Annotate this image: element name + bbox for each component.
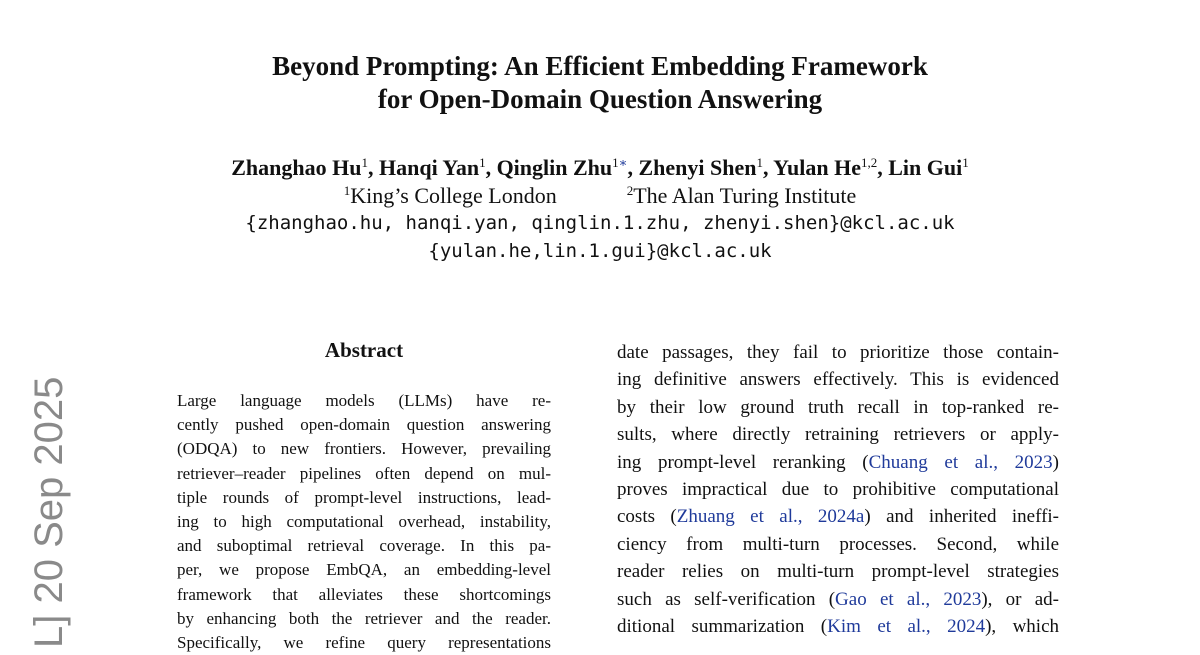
author-name: Qinglin Zhu [496, 155, 613, 180]
body-line: date passages, they fail to prioritize those contain- [617, 342, 1059, 363]
author-affil-mark: 1,2 [861, 155, 878, 170]
arxiv-side-stamp: L] 20 Sep 2025 [27, 376, 71, 648]
title-line: Beyond Prompting: An Efficient Embedding Framework [272, 51, 928, 81]
author-email: {zhanghao.hu, hanqi.yan, qinglin.1.zhu, zhenyi.shen}@kcl.ac.uk [245, 212, 955, 234]
text-fragment: ) and inherited ineffi- [864, 506, 1059, 528]
body-line [617, 586, 1059, 613]
abstract-line: by enhancing both the retriever and the reader. [177, 608, 551, 628]
author-email: {yulan.he,lin.1.gui}@kcl.ac.uk [428, 240, 772, 262]
author-affil-mark: 1 [756, 155, 763, 170]
paper-title [0, 50, 1200, 116]
text-fragment: ing prompt-level reranking ( [617, 451, 869, 473]
text-fragment: ), or ad- [981, 588, 1060, 610]
author-name: Zhanghao Hu [231, 155, 362, 180]
abstract-line: framework that alleviates these shortcomings [177, 584, 551, 604]
author-affil-mark: 1 [962, 155, 969, 170]
affiliations [0, 183, 1200, 209]
body-line: sults, where directly retraining retrievers or apply- [617, 424, 1059, 446]
affiliation-mark: 1 [343, 183, 351, 198]
affiliation-name: King’s College London [350, 183, 557, 208]
author-name: Hanqi Yan [378, 155, 480, 180]
title-line: for Open-Domain Question Answering [377, 84, 823, 114]
body-line: by their low ground truth recall in top-ranked re- [617, 396, 1059, 418]
text-fragment: ), which [985, 616, 1060, 638]
body-line: ing definitive answers effectively. This is evidenced [617, 369, 1059, 391]
affiliation-name: The Alan Turing Institute [633, 183, 857, 208]
abstract-line: cently pushed open-domain question answering [177, 415, 551, 435]
abstract-heading: Abstract [324, 338, 404, 362]
text-fragment: such as self-verification ( [617, 588, 836, 610]
abstract-line: per, we propose EmbQA, an embedding-level [177, 560, 551, 580]
abstract-line: (ODQA) to new frontiers. However, prevailing [177, 439, 551, 459]
abstract-line: Specifically, we refine query representations [177, 633, 551, 653]
body-line [617, 613, 1059, 640]
body-line: ciency from multi-turn processes. Second, while [617, 533, 1059, 555]
author-affil-mark: 1 [361, 155, 368, 170]
body-line [617, 503, 1059, 530]
citation-link[interactable]: Zhuang et al., 2024a [676, 506, 865, 528]
affiliation-mark: 2 [626, 183, 634, 198]
corresponding-author-mark[interactable]: ∗ [618, 155, 628, 170]
text-fragment: costs ( [617, 506, 677, 528]
body-line [617, 449, 1059, 476]
text-fragment: ) [1052, 451, 1059, 473]
author-affil-mark: 1 [479, 155, 486, 170]
body-line: proves impractical due to prohibitive computational [617, 479, 1059, 501]
author-list: Zhanghao Hu$^1$, Hanqi Yan$^1$, Qinglin Zhu$^{1∗}$, Zhenyi Shen$^1$, Yulan He$^{1,2}$, Lin Gui$^1$ [231, 155, 969, 180]
right-column-text [617, 339, 1059, 640]
body-line: reader relies on multi-turn prompt-level strategies [617, 561, 1059, 583]
abstract-line: retriever–reader pipelines often depend on mul- [177, 463, 551, 483]
author-name: Yulan He [773, 155, 861, 180]
abstract-line: Large language models (LLMs) have re- [177, 391, 551, 410]
abstract-line: and suboptimal retrieval coverage. In this pa- [177, 536, 551, 556]
citation-link[interactable]: Chuang et al., 2023 [868, 451, 1053, 473]
abstract-line: ing to high computational overhead, instability, [177, 512, 551, 532]
abstract-body [177, 389, 551, 655]
author-name: Zhenyi Shen [638, 155, 757, 180]
author-name: Lin Gui [888, 155, 963, 180]
abstract-line: tiple rounds of prompt-level instructions, lead- [177, 487, 551, 507]
citation-link[interactable]: Kim et al., 2024 [827, 616, 986, 638]
text-fragment: ditional summarization ( [617, 616, 828, 638]
author-affil-mark: 1 [612, 155, 619, 170]
citation-link[interactable]: Gao et al., 2023 [835, 588, 982, 610]
